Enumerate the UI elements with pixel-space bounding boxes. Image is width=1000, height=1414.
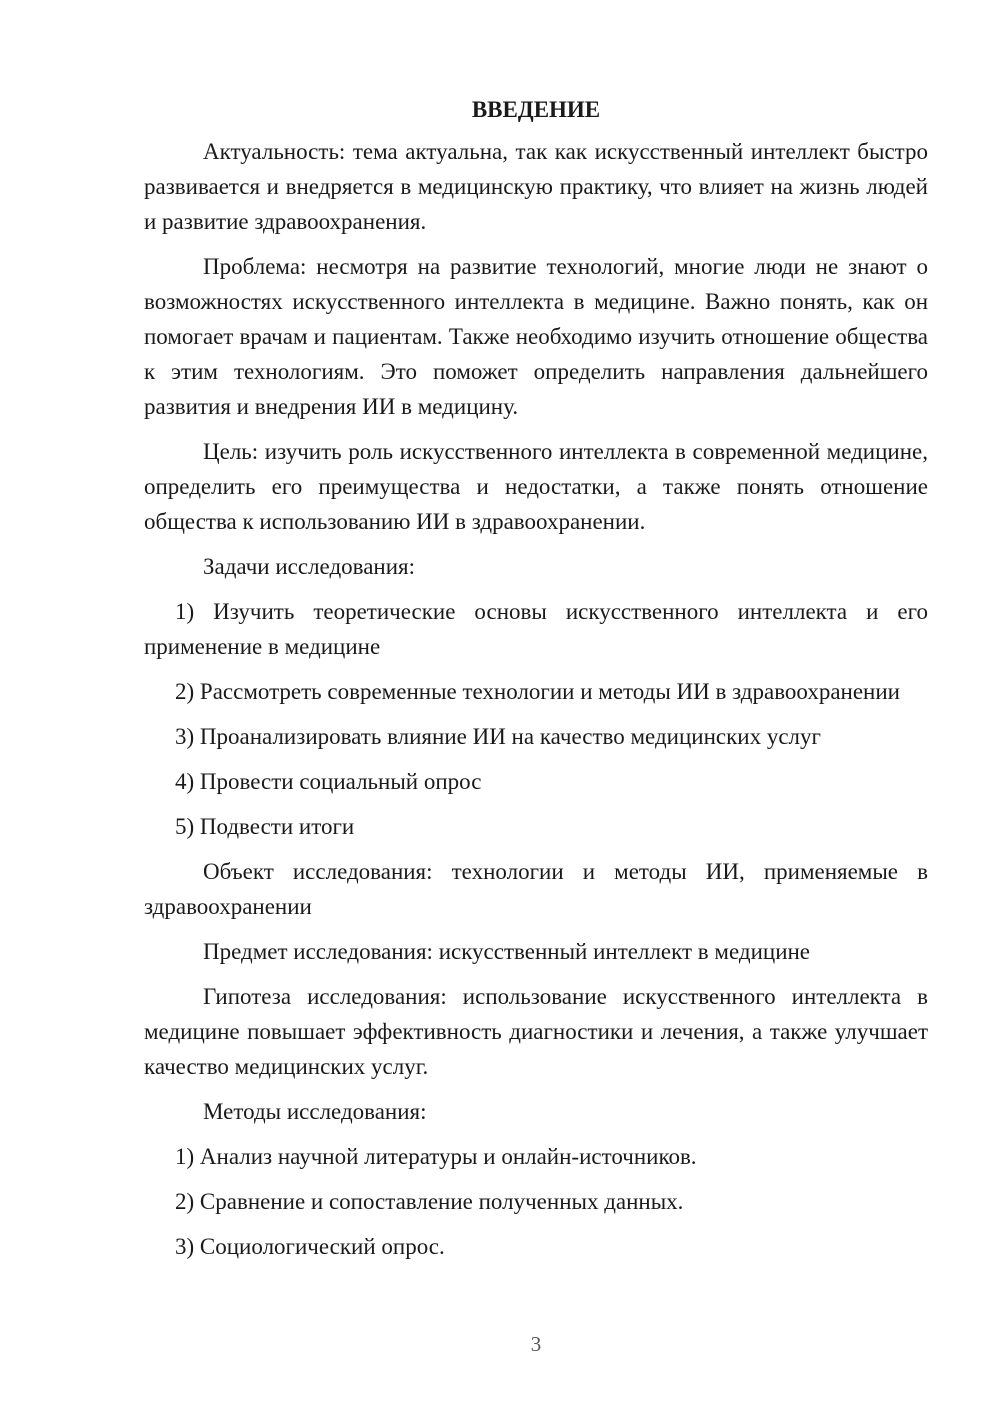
hypothesis-paragraph: Гипотеза исследования: использование искусственного интеллекта в медицине повышает эффективность диагностики и лечения, а также улучшает качество медицинских услуг. — [144, 984, 928, 1079]
page-content — [144, 92, 928, 1274]
tasks-heading: Задачи исследования: — [203, 554, 416, 579]
method-item-1: 1) Анализ научной литературы и онлайн-источников. — [175, 1144, 697, 1169]
task-item-1: 1) Изучить теоретические основы искусственного интеллекта и его применение в медицине — [144, 599, 928, 659]
task-item-3: 3) Проанализировать влияние ИИ на качество медицинских услуг — [175, 724, 821, 749]
object-paragraph: Объект исследования: технологии и методы ИИ, применяемые в здравоохранении — [144, 859, 928, 919]
method-item-2: 2) Сравнение и сопоставление полученных данных. — [175, 1189, 684, 1214]
task-item-4: 4) Провести социальный опрос — [175, 769, 482, 794]
methods-heading: Методы исследования: — [203, 1099, 427, 1124]
problem-paragraph: Проблема: несмотря на развитие технологий, многие люди не знают о возможностях искусственного интеллекта в медицине. Важно понять, как он помогает врачам и пациентам. Также необходимо изучить отношение общества к этим технологиям. Это поможет определить направления дальнейшего развития и внедрения ИИ в медицину. — [144, 254, 928, 419]
task-item-5: 5) Подвести итоги — [175, 814, 355, 839]
goal-paragraph: Цель: изучить роль искусственного интеллекта в современной медицине, определить его преимущества и недостатки, а также понять отношение общества к использованию ИИ в здравоохранении. — [144, 439, 928, 534]
method-item-3: 3) Социологический опрос. — [175, 1234, 445, 1259]
relevance-paragraph: Актуальность: тема актуальна, так как искусственный интеллект быстро развивается и внедряется в медицинскую практику, что влияет на жизнь людей и развитие здравоохранения. — [144, 139, 928, 234]
section-title: ВВЕДЕНИЕ — [471, 97, 601, 122]
task-item-2: 2) Рассмотреть современные технологии и методы ИИ в здравоохранении — [175, 679, 900, 704]
page-number: 3 — [530, 1332, 542, 1356]
subject-paragraph: Предмет исследования: искусственный интеллект в медицине — [203, 939, 811, 964]
